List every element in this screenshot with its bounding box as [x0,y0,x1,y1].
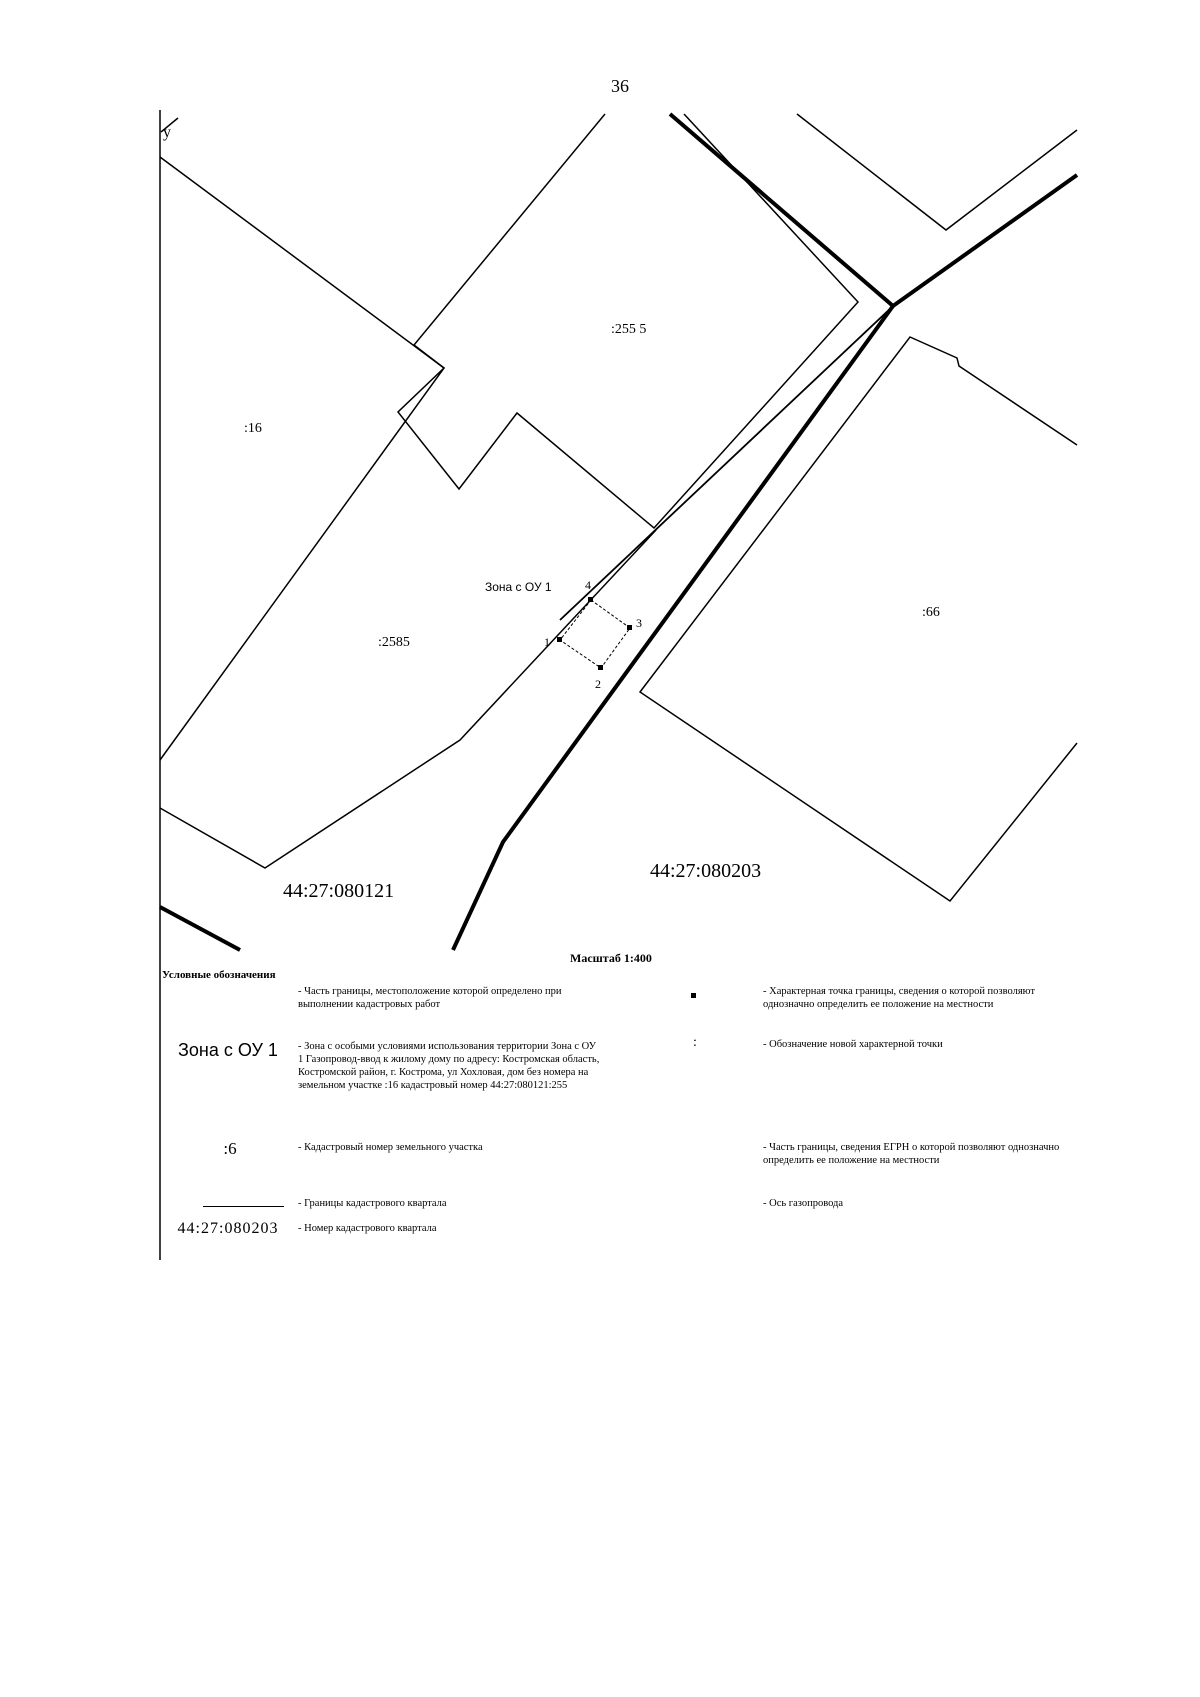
legend-item-text: - Характерная точка границы, сведения о которой позволяют однозначно определить ее положение на местности [763,986,1035,1010]
zone-points [557,597,632,670]
upper-right-boundary [797,114,1077,230]
legend-item-text: - Зона с особыми условиями использования территории Зона с ОУ 1 Газопровод-ввод к жилому дому по адресу: Костромская область, Костромской район, г. Кострома, ул Хохловая, дом без номера на земельном участке :16 кадастровый номер 44:27:080121:255 [298,1041,600,1091]
zone-point-2-marker [598,665,603,670]
quarter-label-right: 44:27:080203 [650,860,762,882]
parcel-label-2555: :255 5 [611,322,647,337]
parcel-label-66: :66 [922,605,940,620]
page-number: 36 [611,76,629,96]
zone-point-1-marker [557,637,562,642]
point-label-4: 4 [585,578,591,592]
parcel-label-2585: :2585 [378,635,410,650]
legend-item-text: - Границы кадастрового квартала [298,1198,447,1209]
quarter-label-left: 44:27:080121 [283,880,395,902]
legend-title: Условные обозначения [162,969,276,981]
y-axis-label: y [163,124,171,141]
legend-item-text: - Ось газопровода [763,1198,844,1209]
parcel-2585-boundary [160,530,656,868]
point-label-3: 3 [636,616,642,630]
quarter-boundaries [160,114,1077,950]
legend-parcel-number-symbol: :6 [223,1139,237,1158]
parcel-66-boundary [640,337,1077,901]
legend-point-symbol [691,993,696,998]
quarter-boundary-road [453,306,893,950]
legend-item-text: - Кадастровый номер земельного участка [298,1142,483,1153]
quarter-boundary-diagonal [670,114,1077,306]
legend-new-point-symbol: : [693,1035,697,1050]
legend-quarter-number-symbol: 44:27:080203 [177,1220,279,1237]
zone-point-4-marker [588,597,593,602]
parcel-16-boundary [160,157,444,760]
legend-zone-symbol: Зона с ОУ 1 [178,1040,278,1060]
map-scale: Масштаб 1:400 [570,951,652,965]
point-label-2: 2 [595,677,601,691]
legend-item-text: - Часть границы, местоположение которой определено при выполнении кадастровых работ [298,986,562,1010]
point-label-1: 1 [544,635,550,649]
parcel-boundaries [160,114,1077,901]
quarter-boundary-bottom-left [160,907,240,950]
zone-map-label: Зона с ОУ 1 [485,580,552,594]
parcel-255-boundary [398,114,858,528]
legend-item-text: - Часть границы, сведения ЕГРН о которой позволяют однозначно определить ее положение на местности [763,1142,1060,1166]
legend-quarter-boundary-symbol [203,1206,284,1207]
map-frame [160,110,178,1260]
legend-item-text: - Номер кадастрового квартала [298,1223,437,1234]
road-edge-line [560,306,893,620]
zone-point-3-marker [627,625,632,630]
parcel-label-16: :16 [244,421,262,436]
legend-item-text: - Обозначение новой характерной точки [763,1039,943,1050]
road-lines [560,306,893,620]
